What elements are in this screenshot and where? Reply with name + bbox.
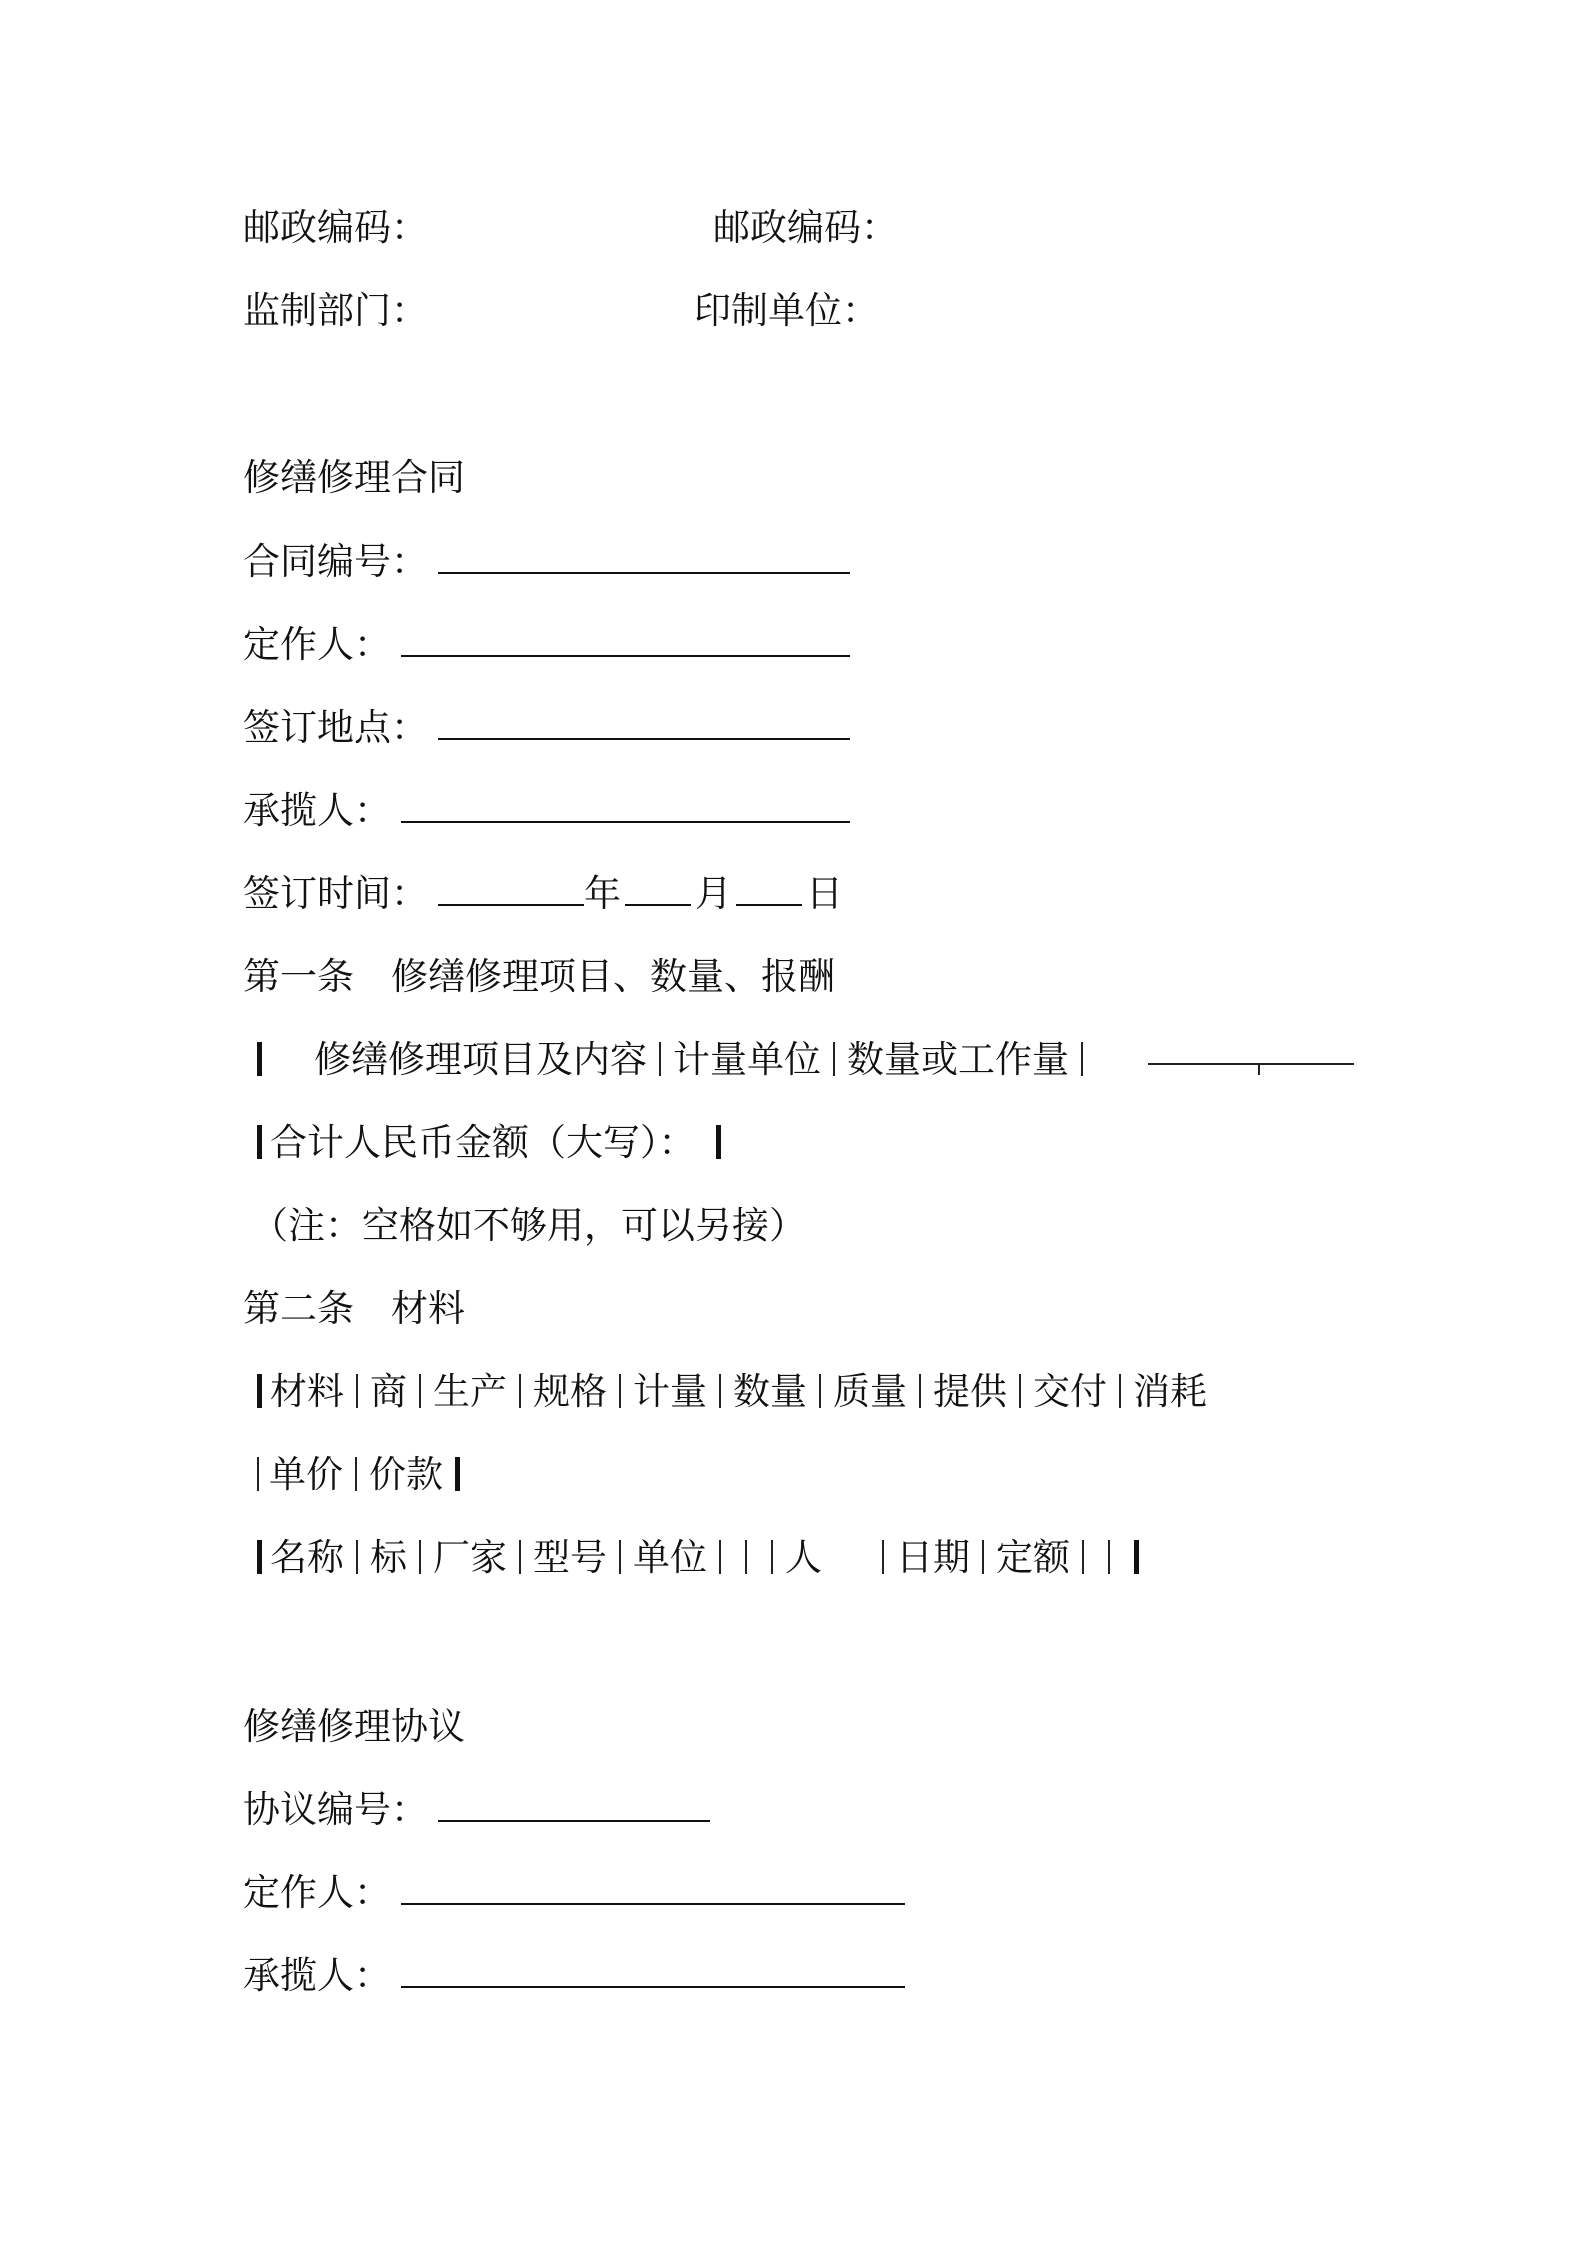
day-blank[interactable] xyxy=(736,872,802,906)
contractor-label: 承揽人： xyxy=(243,789,391,832)
signing-place-label: 签订地点： xyxy=(243,706,428,749)
client-blank[interactable] xyxy=(401,623,850,657)
postal-code-label-right: 邮政编码： xyxy=(713,206,898,249)
table-separator xyxy=(419,1374,421,1408)
materials-cell: 交付 xyxy=(1033,1370,1107,1413)
table-separator xyxy=(419,1540,421,1574)
agreement-client-label: 定作人： xyxy=(243,1871,391,1914)
table-border xyxy=(257,1540,262,1574)
table-border xyxy=(455,1457,460,1491)
materials-cell: 消耗 xyxy=(1133,1370,1207,1413)
materials-cell: 名称 xyxy=(270,1536,344,1579)
table-border xyxy=(257,1042,262,1076)
materials-cell: 定额 xyxy=(996,1536,1070,1579)
table-separator xyxy=(619,1374,621,1408)
table-separator xyxy=(882,1540,884,1574)
materials-cell: 规格 xyxy=(533,1370,607,1413)
day-label: 日 xyxy=(806,872,843,915)
agreement-number-label: 协议编号： xyxy=(243,1788,428,1831)
contract-title: 修缮修理合同 xyxy=(243,456,465,499)
table-header-cell: 计量单位 xyxy=(673,1038,821,1081)
materials-cell: 价款 xyxy=(369,1453,443,1496)
materials-cell: 型号 xyxy=(533,1536,607,1579)
table-separator xyxy=(519,1540,521,1574)
contractor-blank[interactable] xyxy=(401,789,850,823)
contract-number-label: 合同编号： xyxy=(243,540,428,583)
total-amount-row xyxy=(243,1121,733,1165)
materials-cell: 材料 xyxy=(270,1370,344,1413)
month-label: 月 xyxy=(695,872,732,915)
materials-cell: 单位 xyxy=(633,1536,707,1579)
table-separator xyxy=(1082,1540,1084,1574)
materials-row-2 xyxy=(243,1536,1151,1580)
signing-date-row xyxy=(243,872,843,916)
agreement-contractor-label: 承揽人： xyxy=(243,1954,391,1997)
article1-heading: 第一条 修缮修理项目、数量、报酬 xyxy=(243,955,835,998)
materials-cell: 商 xyxy=(370,1370,407,1413)
materials-cell: 标 xyxy=(370,1536,407,1579)
table-border xyxy=(716,1125,721,1159)
article2-heading: 第二条 材料 xyxy=(243,1287,465,1330)
table-separator xyxy=(719,1540,721,1574)
table-separator xyxy=(1119,1374,1121,1408)
agreement-client-blank[interactable] xyxy=(401,1871,905,1905)
postal-code-label-left: 邮政编码： xyxy=(243,206,428,249)
agreement-client-row xyxy=(243,1871,905,1915)
table-extension-line xyxy=(1148,1063,1354,1065)
table-separator xyxy=(745,1540,747,1574)
agreement-contractor-blank[interactable] xyxy=(401,1954,905,1988)
agreement-contractor-row xyxy=(243,1954,905,1998)
table-separator xyxy=(257,1457,259,1491)
year-blank[interactable] xyxy=(438,872,584,906)
client-label: 定作人： xyxy=(243,623,391,666)
table-separator xyxy=(771,1540,773,1574)
signing-place-row xyxy=(243,706,850,750)
materials-cell: 单价 xyxy=(269,1453,343,1496)
article1-note: （注：空格如不够用，可以另接） xyxy=(251,1204,806,1247)
agreement-number-row xyxy=(243,1788,710,1832)
materials-row-1 xyxy=(243,1370,1207,1414)
contract-number-blank[interactable] xyxy=(438,540,850,574)
materials-cell: 厂家 xyxy=(433,1536,507,1579)
materials-cell: 数量 xyxy=(733,1370,807,1413)
table-separator xyxy=(919,1374,921,1408)
materials-cell: 计量 xyxy=(633,1370,707,1413)
table-separator xyxy=(619,1540,621,1574)
table-separator xyxy=(1081,1042,1083,1076)
table-border xyxy=(257,1374,262,1408)
table-separator xyxy=(519,1374,521,1408)
materials-cell: 质量 xyxy=(833,1370,907,1413)
table-separator xyxy=(819,1374,821,1408)
materials-cell: 提供 xyxy=(933,1370,1007,1413)
table-separator xyxy=(356,1540,358,1574)
total-amount-label: 合计人民币金额（大写）： xyxy=(270,1121,696,1164)
table-separator xyxy=(1108,1540,1110,1574)
signing-date-label: 签订时间： xyxy=(243,872,428,915)
supervision-dept-label: 监制部门： xyxy=(243,289,428,332)
table-separator xyxy=(356,1374,358,1408)
year-label: 年 xyxy=(584,872,621,915)
materials-cell: 生产 xyxy=(433,1370,507,1413)
table-header-cell: 修缮修理项目及内容 xyxy=(314,1038,647,1081)
agreement-title: 修缮修理协议 xyxy=(243,1705,465,1748)
table-separator xyxy=(659,1042,661,1076)
table-separator xyxy=(1019,1374,1021,1408)
table-header-cell: 数量或工作量 xyxy=(847,1038,1069,1081)
materials-cell: 人 xyxy=(785,1536,822,1579)
article1-table-header xyxy=(243,1038,1083,1082)
materials-row-1-continued xyxy=(243,1453,472,1497)
printing-unit-label: 印制单位： xyxy=(694,289,879,332)
table-separator xyxy=(833,1042,835,1076)
client-row xyxy=(243,623,850,667)
table-separator xyxy=(355,1457,357,1491)
month-blank[interactable] xyxy=(625,872,691,906)
contract-number-row xyxy=(243,540,850,584)
table-border xyxy=(257,1125,262,1159)
signing-place-blank[interactable] xyxy=(438,706,850,740)
materials-cell: 日期 xyxy=(896,1536,970,1579)
table-border xyxy=(1134,1540,1139,1574)
table-separator xyxy=(719,1374,721,1408)
table-extension-tick xyxy=(1258,1063,1260,1075)
table-separator xyxy=(982,1540,984,1574)
contractor-row xyxy=(243,789,850,833)
agreement-number-blank[interactable] xyxy=(438,1788,710,1822)
